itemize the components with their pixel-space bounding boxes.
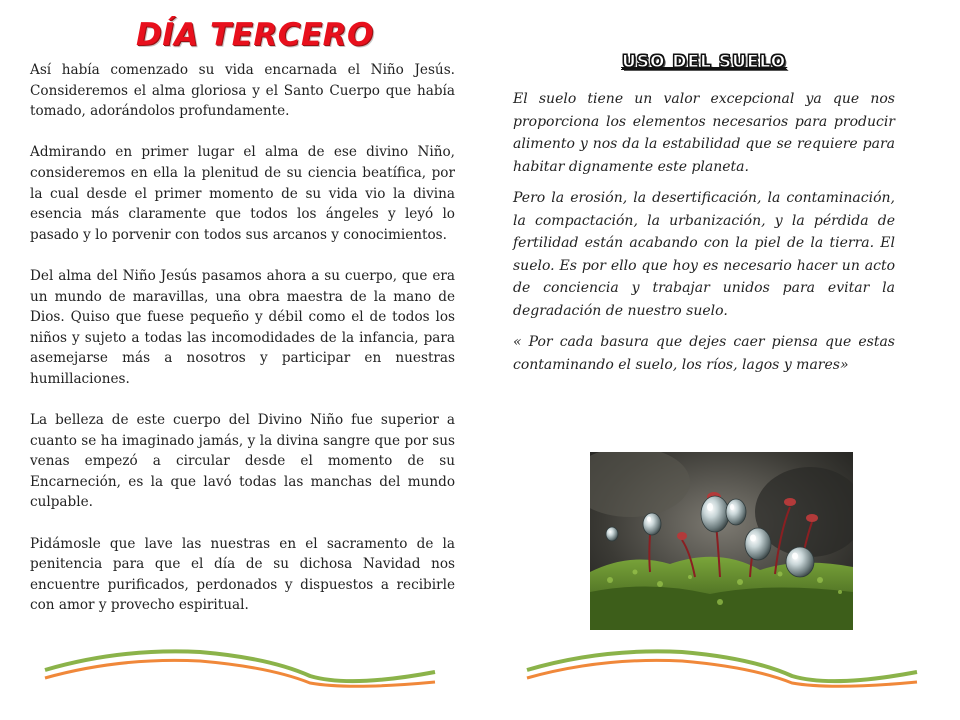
left-paragraph-4: La belleza de este cuerpo del Divino Niño fue superior a cuanto se ha imaginado jamás, y la divina sangre que por sus venas empezó a circular desde el momento de su Encarneción, es la que lavó todas las manchas del mundo culpable. <box>30 412 455 511</box>
right-paragraph-3: « Por cada basura que dejes caer piensa que estas contaminando el suelo, los ríos, lagos y mares» <box>513 334 895 373</box>
page-title-left: DÍA TERCERO <box>136 17 374 53</box>
moss-dewdrops-photo <box>590 452 853 630</box>
right-paragraph-2: Pero la erosión, la desertificación, la contaminación, la compactación, la urbanización, y la pérdida de fertilidad están acabando con la piel de la tierra. El suelo. Es por ello que hoy es necesario hacer un acto de conciencia y trabajar unidos para evitar la degradación de nuestro suelo. <box>513 190 895 319</box>
left-paragraph-3: Del alma del Niño Jesús pasamos ahora a su cuerpo, que era un mundo de maravillas, una obra maestra de la mano de Dios. Quiso que fuese pequeño y débil como el de todos los niños y sujeto a todas las incomodidades de la infancia, para asemejarse más a nosotros y participar en nuestras humillaciones. <box>30 267 455 387</box>
moss-photo-illustration <box>590 452 853 630</box>
right-wave-decoration <box>522 640 922 690</box>
left-paragraph-2: Admirando en primer lugar el alma de ese divino Niño, consideremos en ella la plenitud de su ciencia beatífica, por la cual desde el primer momento de su vida vio la divina esencia más claramente que todos los ángeles y leyó lo pasado y lo porvenir con todos sus arcanos y conocimientos. <box>30 144 455 243</box>
left-article <box>30 60 455 637</box>
page-title-right: USO DEL SUELO <box>622 52 787 72</box>
left-wave-decoration <box>40 640 440 690</box>
left-paragraph-1: Así había comenzado su vida encarnada el Niño Jesús. Consideremos el alma gloriosa y el Santo Cuerpo que había tomado, adorándolos profundamente. <box>30 62 455 120</box>
right-paragraph-1: El suelo tiene un valor excepcional ya que nos proporciona los elementos necesarios para producir alimento y nos da la estabilidad que se requiere para habitar dignamente este planeta. <box>513 91 895 175</box>
left-paragraph-5: Pidámosle que lave las nuestras en el sacramento de la penitencia para que el día de su dichosa Navidad nos encuentre purificados, perdonados y dispuestos a recibirle con amor y provecho espiritual. <box>30 535 455 614</box>
right-article <box>513 88 895 385</box>
